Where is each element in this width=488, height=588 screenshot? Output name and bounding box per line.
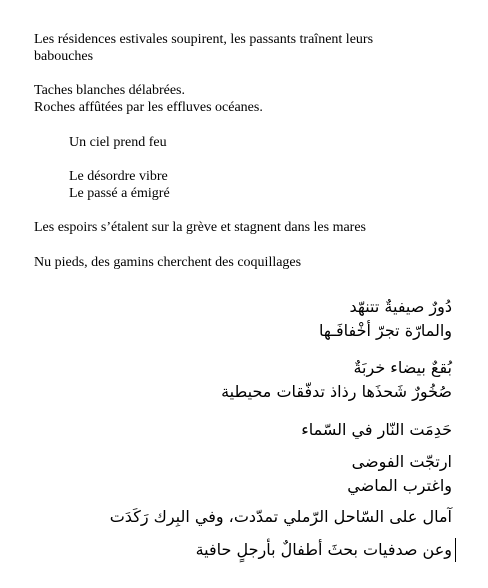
text-cursor[interactable] [455, 538, 456, 562]
french-line: Les espoirs s’étalent sur la grève et stagnent dans les mares [34, 220, 367, 235]
arabic-line: دُورٌ صيفيةٌ تتنهّد [349, 297, 452, 316]
arabic-line: حَدِمَت النّار في السّماء [301, 420, 452, 439]
french-line: Roches affûtées par les effluves océanes. [34, 100, 263, 115]
arabic-line: بُقعٌ بيضاء خربَةٌ [353, 358, 452, 377]
french-line: Un ciel prend feu [69, 135, 167, 150]
french-line: Les résidences estivales soupirent, les passants traînent leurs [34, 32, 374, 47]
arabic-line: آمال على السّاحل الرّملي تمدّدت، وفي البِرك رَكَدَت [109, 507, 452, 526]
arabic-line: صُخُورٌ شَحذَها رذاذ تدفّقات محيطية [221, 382, 452, 401]
french-line: Le désordre vibre [69, 169, 168, 184]
arabic-line: ارتجّت الفوضى [351, 452, 452, 471]
french-line: Le passé a émigré [69, 186, 170, 201]
arabic-line: واغترب الماضي [347, 476, 452, 495]
french-line: babouches [34, 49, 94, 64]
arabic-line: وعن صدفيات بحثَ أطفالٌ بأرجلٍ حافية [195, 540, 452, 559]
arabic-line: والمارّة تجرّ أخْفافَـها [319, 321, 452, 340]
french-line: Taches blanches délabrées. [34, 83, 185, 98]
french-line: Nu pieds, des gamins cherchent des coquillages [34, 255, 302, 270]
